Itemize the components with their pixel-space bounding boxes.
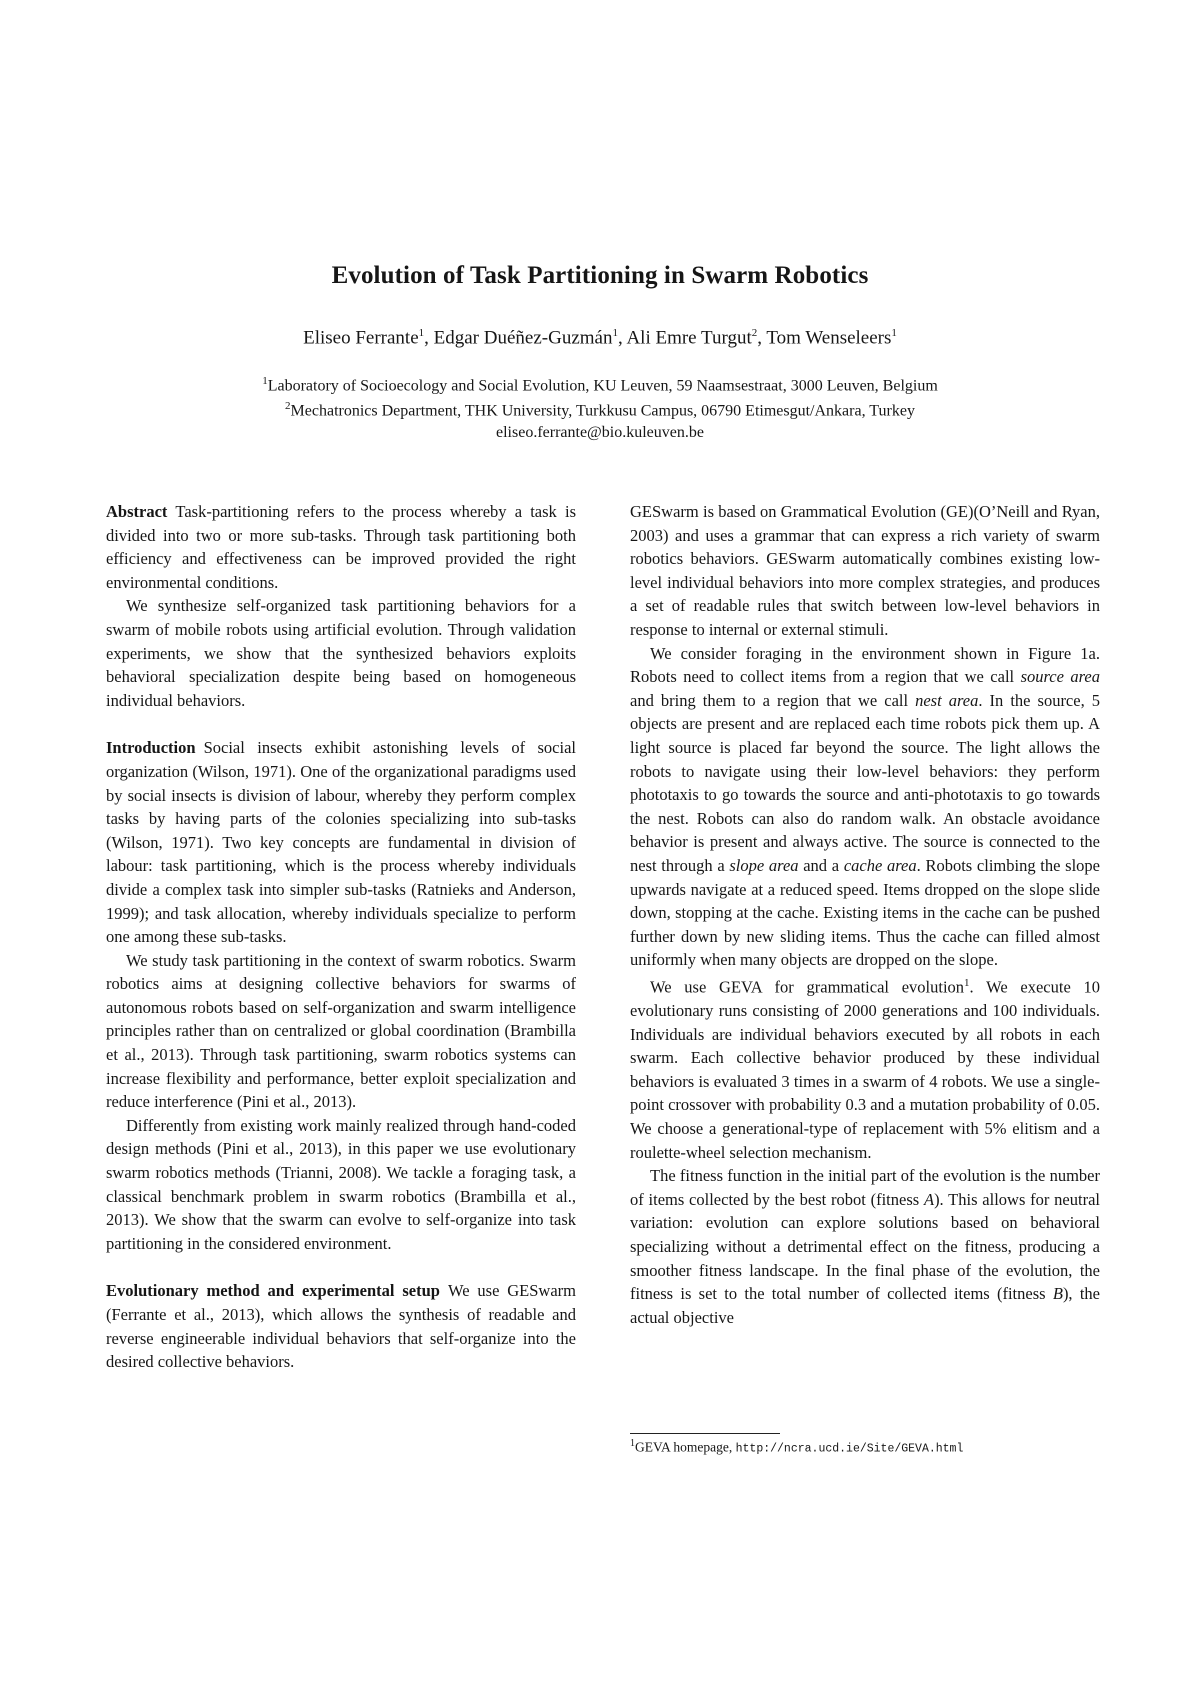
introduction-paragraph: We study task partitioning in the context of swarm robotics. Swarm robotics aims at designing collective behaviors for swarms of autonomous robots based on self-organization and swarm intelligence principles rather than on centralized or global coordination (Brambilla et al., 2013). Through task partitioning, swarm robotics systems can increase flexibility and performance, better exploit specialization and reduce interference (Pini et al., 2013). <box>106 950 576 1112</box>
footnote-divider <box>630 1433 780 1434</box>
right-column <box>630 500 1100 1329</box>
affiliation-mark: 1 <box>262 375 268 387</box>
footnote-url-link[interactable]: http://ncra.ucd.ie/Site/GEVA.html <box>735 1442 964 1456</box>
term-nest-area: nest area <box>915 690 979 710</box>
author-name: Tom Wenseleers <box>766 327 892 349</box>
paper-title: Evolution of Task Partitioning in Swarm Robotics <box>331 262 869 289</box>
paragraph-text: We use GEVA for grammatical evolution <box>650 977 965 997</box>
affiliation-1 <box>0 375 1200 395</box>
author-name: Ali Emre Turgut <box>626 327 752 349</box>
math-variable: B <box>1052 1284 1063 1304</box>
paragraph-text: Social insects exhibit astonishing levels of social organization (Wilson, 1971). One of the organizational paradigms used by social insects is division of labour, whereby they perform complex tasks by having parts of the colonies specializing into sub-tasks (Wilson, 1971). Two key concepts are fundamental in division of labour: task partitioning, which is the process whereby individuals divide a complex task into simpler sub-tasks (Ratnieks and Anderson, 1999); and task allocation, whereby individuals specialize to perform one among these sub-tasks. <box>106 738 576 947</box>
footnote <box>630 1438 1100 1456</box>
introduction-paragraph <box>106 736 576 948</box>
author-affiliation-mark: 1 <box>418 327 425 339</box>
paragraph-text: and a <box>798 855 844 875</box>
evolution-paragraph <box>630 972 1100 1164</box>
paragraph-text: . Robots climbing the slope upwards navigate at a reduced speed. Items dropped on the slope slide down, stopping at the cache. Existing items in the cache can be pushed further down by new sliding items. Thus the cache can filled almost uniformly when many objects are dropped on the slope. <box>630 855 1100 970</box>
affiliation-text: Laboratory of Socioecology and Social Evolution, KU Leuven, 59 Naamsestraat, 3000 Leuven, Belgium <box>267 377 938 395</box>
left-column <box>106 500 576 1374</box>
affiliation-text: Mechatronics Department, THK University, Turkkusu Campus, 06790 Etimesgut/Ankara, Turkey <box>290 402 915 420</box>
method-heading: Evolutionary method and experimental setup <box>106 1281 440 1301</box>
paragraph-text: The fitness function in the initial part of the evolution is the number of items collected by the best robot (fitness <box>630 1166 1100 1209</box>
footnote-text: GEVA homepage, <box>635 1439 736 1455</box>
footnote-mark[interactable]: 1 <box>964 976 970 989</box>
paragraph-text: and bring them to a region that we call <box>630 690 916 710</box>
term-slope-area: slope area <box>729 855 799 875</box>
paragraph-text: ), the actual objective <box>630 1284 1100 1327</box>
paragraph-text: We use GESwarm (Ferrante et al., 2013), which allows the synthesis of readable and reverse engineerable individual behaviors that self-organize into the desired collective behaviors. <box>106 1281 577 1372</box>
author-affiliation-mark: 1 <box>891 327 897 339</box>
affiliation-2 <box>0 400 1200 420</box>
abstract-paragraph: We synthesize self-organized task partitioning behaviors for a swarm of mobile robots using artificial evolution. Through validation experiments, we show that the synthesized behaviors exploits behavioral specialization despite being based on homogeneous individual behaviors. <box>106 596 576 710</box>
paragraph-text: Task-partitioning refers to the process whereby a task is divided into two or more sub-tasks. Through task partitioning both efficiency and effectiveness can be improved provided the right environmental conditions. <box>106 502 576 592</box>
author-list: Eliseo Ferrante$^1$, Edgar Duéñez-Guzmán$^1$, Ali Emre Turgut$^2$, Tom Wenseleers$^1$ <box>303 327 897 349</box>
method-paragraph <box>106 1279 576 1373</box>
paragraph-text: . In the source, 5 objects are present and are replaced each time robots pick them up. A light source is placed far beyond the source. The light allows the robots to navigate using their low-level behaviors: they perform phototaxis to go towards the source and anti-phototaxis to go towards the nest. Robots can also do random walk. An obstacle avoidance behavior is present and always active. The source is connected to the nest through a <box>630 690 1100 875</box>
term-cache-area: cache area <box>843 855 917 875</box>
fitness-paragraph <box>630 1164 1100 1329</box>
method-paragraph: GESwarm is based on Grammatical Evolution (GE)(O’Neill and Ryan, 2003) and uses a grammar that can express a rich variety of swarm robotics behaviors. GESwarm automatically combines existing low-level individual behaviors into more complex strategies, and produces a set of readable rules that switch between low-level behaviors in response to internal or external stimuli. <box>630 502 1100 639</box>
footnote-mark: 1 <box>630 1438 635 1449</box>
introduction-paragraph: Differently from existing work mainly realized through hand-coded design methods (Pini et al., 2013), in this paper we use evolutionary swarm robotics methods (Trianni, 2008). We tackle a foraging task, a classical benchmark problem in swarm robotics (Brambilla et al., 2013). We show that the swarm can evolve to self-organize into task partitioning in the considered environment. <box>106 1115 576 1253</box>
contact-email[interactable]: eliseo.ferrante@bio.kuleuven.be <box>496 424 704 441</box>
environment-paragraph <box>630 642 1100 972</box>
paragraph-text: ). This allows for neutral variation: evolution can explore solutions based on behavioral specializing without a detrimental effect on the fitness, producing a smoother fitness landscape. In the final phase of the evolution, the fitness is set to the total number of collected items (fitness <box>630 1189 1100 1304</box>
abstract-heading: Abstract <box>106 502 168 521</box>
author-affiliation-mark: 2 <box>751 327 758 339</box>
math-variable: A <box>923 1189 935 1209</box>
affiliation-mark: 2 <box>285 400 291 412</box>
paragraph-text: We consider foraging in the environment shown in Figure 1a. Robots need to collect items from a region that we call <box>630 643 1100 687</box>
author-name: Eliseo Ferrante <box>303 327 419 349</box>
abstract-paragraph <box>106 500 576 594</box>
author-name: Edgar Duéñez-Guzmán <box>433 327 613 349</box>
introduction-heading: Introduction <box>106 738 196 758</box>
term-source-area: source area <box>1020 667 1101 687</box>
paragraph-text: . We execute 10 evolutionary runs consisting of 2000 generations and 100 individuals. Individuals are individual behaviors executed by all robots in each swarm. Each collective behavior produced by these individual behaviors is evaluated 3 times in a swarm of 4 robots. We use a single-point crossover with probability 0.3 and a mutation probability of 0.05. We choose a generational-type of replacement with 5% elitism and a roulette-wheel selection mechanism. <box>630 977 1100 1162</box>
author-affiliation-mark: 1 <box>612 327 618 339</box>
